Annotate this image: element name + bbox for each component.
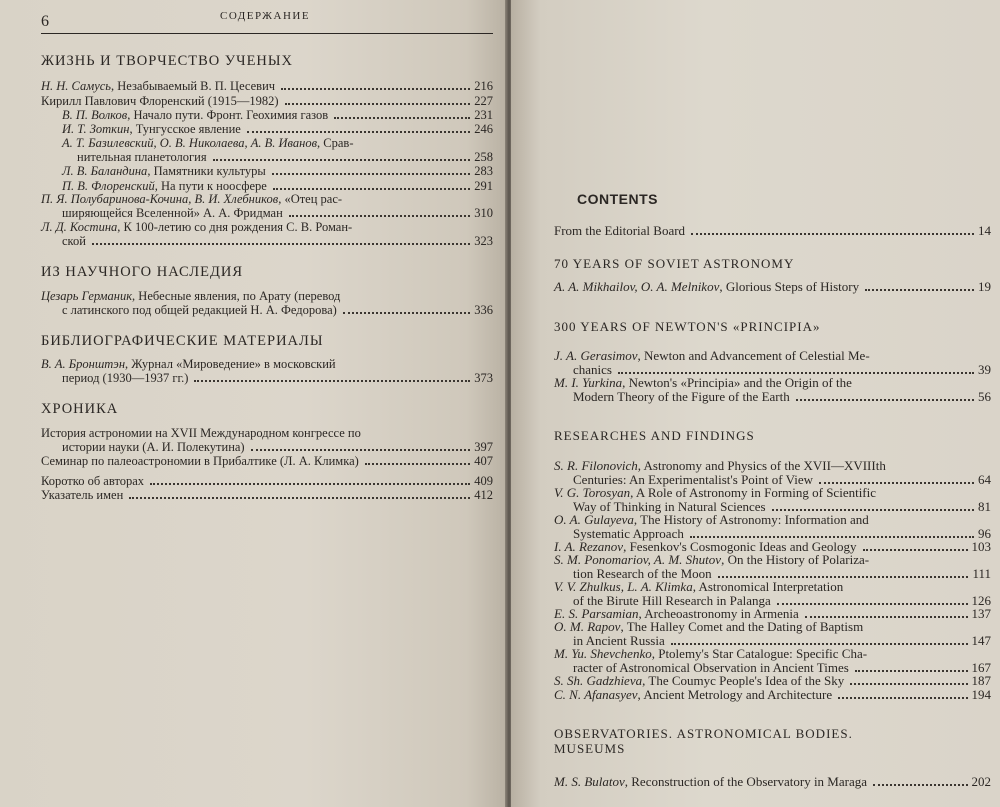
entry-page-number: 81 <box>978 499 991 514</box>
toc-entry-line[interactable] <box>554 580 843 593</box>
entry-page-number: 231 <box>474 108 493 122</box>
dot-leader <box>129 497 470 499</box>
entry-page-number: 56 <box>978 389 991 404</box>
toc-entry[interactable] <box>62 207 493 220</box>
entry-page-number: 64 <box>978 472 991 487</box>
entry-author: V. V. Zhulkus, L. A. Klimka <box>554 579 693 594</box>
entry-page-number: 409 <box>474 474 493 488</box>
dot-leader <box>213 159 471 161</box>
entry-title: Centuries: An Experimentalist's Point of View <box>573 472 813 487</box>
section-heading: ХРОНИКА <box>41 401 119 417</box>
dot-leader <box>618 372 974 374</box>
dot-leader <box>272 173 470 175</box>
dot-leader <box>247 131 470 133</box>
entry-title: chanics <box>573 362 612 377</box>
entry-author: S. M. Ponomariov, A. M. Shutov <box>554 552 722 567</box>
entry-page-number: 310 <box>474 206 493 220</box>
toc-entry[interactable] <box>62 165 493 178</box>
entry-page-number: 291 <box>474 179 493 193</box>
entry-title: , The History of Astronomy: Information and <box>633 512 869 527</box>
entry-title: From the Editorial Board <box>554 223 686 238</box>
toc-entry-line[interactable] <box>62 137 353 150</box>
toc-entry-line[interactable] <box>41 221 352 234</box>
entry-title: Указатель имен <box>41 488 124 502</box>
entry-title: , Незабываемый В. П. Цесевич <box>111 79 276 93</box>
dot-leader <box>863 549 968 551</box>
entry-page-number: 397 <box>474 440 493 454</box>
dot-leader <box>343 312 470 314</box>
entry-author: S. R. Filonovich <box>554 458 638 473</box>
dot-leader <box>334 117 470 119</box>
right-page <box>511 0 1000 807</box>
entry-title: , The Halley Comet and the Dating of Baptism <box>620 619 864 634</box>
entry-author: Л. Д. Костина <box>41 220 118 234</box>
dot-leader <box>273 188 470 190</box>
dot-leader <box>838 697 967 699</box>
entry-page-number: 227 <box>474 94 493 108</box>
entry-title: , Срав- <box>317 136 354 150</box>
entry-author: I. A. Rezanov <box>554 539 624 554</box>
toc-entry[interactable] <box>41 455 493 468</box>
entry-title: , К 100-летию со дня рождения С. В. Роман- <box>117 220 353 234</box>
entry-title: , Небесные явления, по Арату (перевод <box>132 289 341 303</box>
entry-title: , Ancient Metrology and Architecture <box>637 687 833 702</box>
dot-leader <box>281 88 470 90</box>
entry-author: E. S. Parsamian <box>554 606 639 621</box>
entry-title: , The Coumyc People's Idea of the Sky <box>642 673 845 688</box>
dot-leader <box>850 683 967 685</box>
entry-title: , На пути к ноосфере <box>154 179 267 193</box>
entry-author: M. I. Yurkina <box>554 375 623 390</box>
entry-page-number: 103 <box>971 539 991 554</box>
dot-leader <box>873 784 968 786</box>
entry-title: tion Research of the Moon <box>573 566 712 581</box>
entry-author: Цезарь Германик <box>41 289 133 303</box>
dot-leader <box>855 670 968 672</box>
toc-entry-line[interactable] <box>554 376 852 389</box>
entry-title: , On the History of Polariza- <box>721 552 870 567</box>
entry-page-number: 14 <box>978 223 991 238</box>
entry-page-number: 216 <box>474 79 493 93</box>
toc-entry-line[interactable] <box>554 513 869 526</box>
section-heading: БИБЛИОГРАФИЧЕСКИЕ МАТЕРИАЛЫ <box>41 333 324 349</box>
entry-title: , Astronomical Interpretation <box>692 579 844 594</box>
dot-leader <box>718 576 969 578</box>
entry-title: История астрономии на XVII Международном конгрессе по <box>41 426 361 440</box>
entry-author: Л. В. Баландина <box>62 164 148 178</box>
toc-entry[interactable] <box>554 224 991 238</box>
toc-entry-line[interactable] <box>554 620 863 633</box>
section-heading: OBSERVATORIES. ASTRONOMICAL BODIES. <box>554 726 853 741</box>
entry-title: Modern Theory of the Figure of the Earth <box>573 389 790 404</box>
entry-title: ской <box>62 234 86 248</box>
entry-title: ширяющейся Вселенной» А. А. Фридман <box>62 206 283 220</box>
section-heading: ЖИЗНЬ И ТВОРЧЕСТВО УЧЕНЫХ <box>41 53 294 69</box>
entry-title: период (1930—1937 гг.) <box>62 371 189 385</box>
dot-leader <box>671 643 968 645</box>
entry-author: И. Т. Зоткин <box>62 122 130 136</box>
entry-title: , Astronomy and Physics of the XVII—XVIIIth <box>637 458 886 473</box>
toc-entry[interactable] <box>554 775 991 789</box>
toc-entry[interactable] <box>62 441 493 454</box>
toc-entry-line[interactable] <box>41 193 342 206</box>
entry-title: Кирилл Павлович Флоренский (1915—1982) <box>41 94 279 108</box>
entry-title: , Fesenkov's Cosmogonic Ideas and Geology <box>623 539 857 554</box>
entry-author: В. П. Волков <box>62 108 128 122</box>
dot-leader <box>365 463 470 465</box>
entry-page-number: 96 <box>978 526 991 541</box>
dot-leader <box>285 103 471 105</box>
entry-title: Systematic Approach <box>573 526 684 541</box>
entry-author: C. N. Afanasyev <box>554 687 638 702</box>
entry-page-number: 373 <box>474 371 493 385</box>
toc-entry[interactable] <box>573 390 991 404</box>
toc-entry[interactable] <box>554 688 991 702</box>
entry-author: V. G. Torosyan <box>554 485 631 500</box>
toc-entry-line[interactable] <box>554 486 876 499</box>
dot-leader <box>251 449 471 451</box>
entry-title: нительная планетология <box>77 150 207 164</box>
toc-entry[interactable] <box>62 235 493 248</box>
dot-leader <box>690 536 974 538</box>
entry-author: S. Sh. Gadzhieva <box>554 673 643 688</box>
toc-entry[interactable] <box>41 475 493 488</box>
entry-title: , Ptolemy's Star Catalogue: Specific Cha- <box>651 646 868 661</box>
entry-title: , Тунгусское явление <box>129 122 241 136</box>
entry-author: M. Yu. Shevchenko <box>554 646 652 661</box>
toc-entry-line[interactable] <box>554 349 870 362</box>
toc-entry[interactable] <box>62 304 493 317</box>
section-heading-continued: MUSEUMS <box>554 741 626 756</box>
entry-page-number: 258 <box>474 150 493 164</box>
section-heading: 70 YEARS OF SOVIET ASTRONOMY <box>554 256 795 271</box>
entry-page-number: 126 <box>971 593 991 608</box>
running-head: СОДЕРЖАНИЕ <box>220 10 311 22</box>
entry-author: A. A. Mikhailov, O. A. Melnikov <box>554 279 720 294</box>
toc-entry[interactable] <box>554 674 991 688</box>
entry-title: , Памятники культуры <box>147 164 266 178</box>
header-rule <box>41 33 493 34</box>
entry-title: истории науки (А. И. Полекутина) <box>62 440 245 454</box>
toc-entry-line[interactable] <box>554 459 886 472</box>
entry-page-number: 246 <box>474 122 493 136</box>
entry-author: П. Я. Полубаринова-Кочина, В. И. Хлебников <box>41 192 279 206</box>
entry-author: П. В. Флоренский <box>62 179 155 193</box>
entry-author: В. А. Бронштэн <box>41 357 126 371</box>
toc-entry-line[interactable] <box>554 553 869 566</box>
section-heading: RESEARCHES AND FINDINGS <box>554 428 755 443</box>
entry-page-number: 187 <box>971 673 991 688</box>
entry-author: O. M. Rapov <box>554 619 621 634</box>
entry-title: , Glorious Steps of History <box>719 279 860 294</box>
toc-entry-line[interactable] <box>554 647 867 660</box>
dot-leader <box>805 616 968 618</box>
entry-page-number: 336 <box>474 303 493 317</box>
entry-title: , Newton and Advancement of Celestial Me- <box>637 348 870 363</box>
entry-title: , Newton's «Principia» and the Origin of the <box>622 375 852 390</box>
entry-title: , Archeoastronomy in Armenia <box>638 606 799 621</box>
toc-entry[interactable] <box>41 80 493 93</box>
toc-entry-line[interactable] <box>41 358 336 371</box>
entry-author: А. Т. Базилевский, О. В. Николаева, А. В. Иванов <box>62 136 318 150</box>
entry-title: с латинского под общей редакцией Н. А. Федорова) <box>62 303 337 317</box>
entry-title: Коротко об авторах <box>41 474 145 488</box>
entry-title: , Начало пути. Фронт. Геохимия газов <box>127 108 329 122</box>
entry-page-number: 111 <box>972 566 991 581</box>
entry-page-number: 283 <box>474 164 493 178</box>
entry-page-number: 407 <box>474 454 493 468</box>
dot-leader <box>819 482 974 484</box>
entry-title: Way of Thinking in Natural Sciences <box>573 499 766 514</box>
entry-author: O. A. Gulayeva <box>554 512 634 527</box>
dot-leader <box>796 399 974 401</box>
dot-leader <box>194 380 470 382</box>
toc-entry-line[interactable] <box>41 427 361 440</box>
dot-leader <box>150 483 470 485</box>
entry-title: of the Birute Hill Research in Palanga <box>573 593 771 608</box>
toc-entry[interactable] <box>77 151 493 164</box>
entry-page-number: 412 <box>474 488 493 502</box>
entry-author: J. A. Gerasimov <box>554 348 638 363</box>
toc-entry-line[interactable] <box>41 290 340 303</box>
entry-page-number: 323 <box>474 234 493 248</box>
dot-leader <box>92 243 470 245</box>
dot-leader <box>777 603 968 605</box>
entry-page-number: 137 <box>971 606 991 621</box>
entry-author: Н. Н. Самусь <box>41 79 111 93</box>
dot-leader <box>691 233 974 235</box>
section-heading: ИЗ НАУЧНОГО НАСЛЕДИЯ <box>41 264 244 280</box>
entry-title: , «Отец рас- <box>278 192 343 206</box>
page-number: 6 <box>41 13 49 30</box>
entry-author: M. S. Bulatov <box>554 774 625 789</box>
section-heading: 300 YEARS OF NEWTON'S «PRINCIPIA» <box>554 319 821 334</box>
entry-page-number: 194 <box>971 687 991 702</box>
toc-entry[interactable] <box>41 489 493 502</box>
toc-entry[interactable] <box>62 123 493 136</box>
entry-title: in Ancient Russia <box>573 633 665 648</box>
toc-entry[interactable] <box>62 109 493 122</box>
toc-entry[interactable] <box>41 95 493 108</box>
entry-page-number: 19 <box>978 279 991 294</box>
entry-title: , Reconstruction of the Observatory in Maraga <box>624 774 867 789</box>
entry-title: racter of Astronomical Observation in Ancient Times <box>573 660 849 675</box>
entry-page-number: 167 <box>971 660 991 675</box>
dot-leader <box>289 215 470 217</box>
entry-title: Семинар по палеоастрономии в Прибалтике (Л. А. Климка) <box>41 454 359 468</box>
toc-entry[interactable] <box>554 280 991 294</box>
entry-title: , A Role of Astronomy in Forming of Scientific <box>630 485 877 500</box>
entry-page-number: 147 <box>971 633 991 648</box>
entry-page-number: 202 <box>971 774 991 789</box>
toc-entry[interactable] <box>62 372 493 385</box>
entry-title: , Журнал «Мироведение» в московский <box>125 357 336 371</box>
dot-leader <box>772 509 974 511</box>
entry-page-number: 39 <box>978 362 991 377</box>
contents-title: CONTENTS <box>577 191 658 207</box>
dot-leader <box>865 289 974 291</box>
